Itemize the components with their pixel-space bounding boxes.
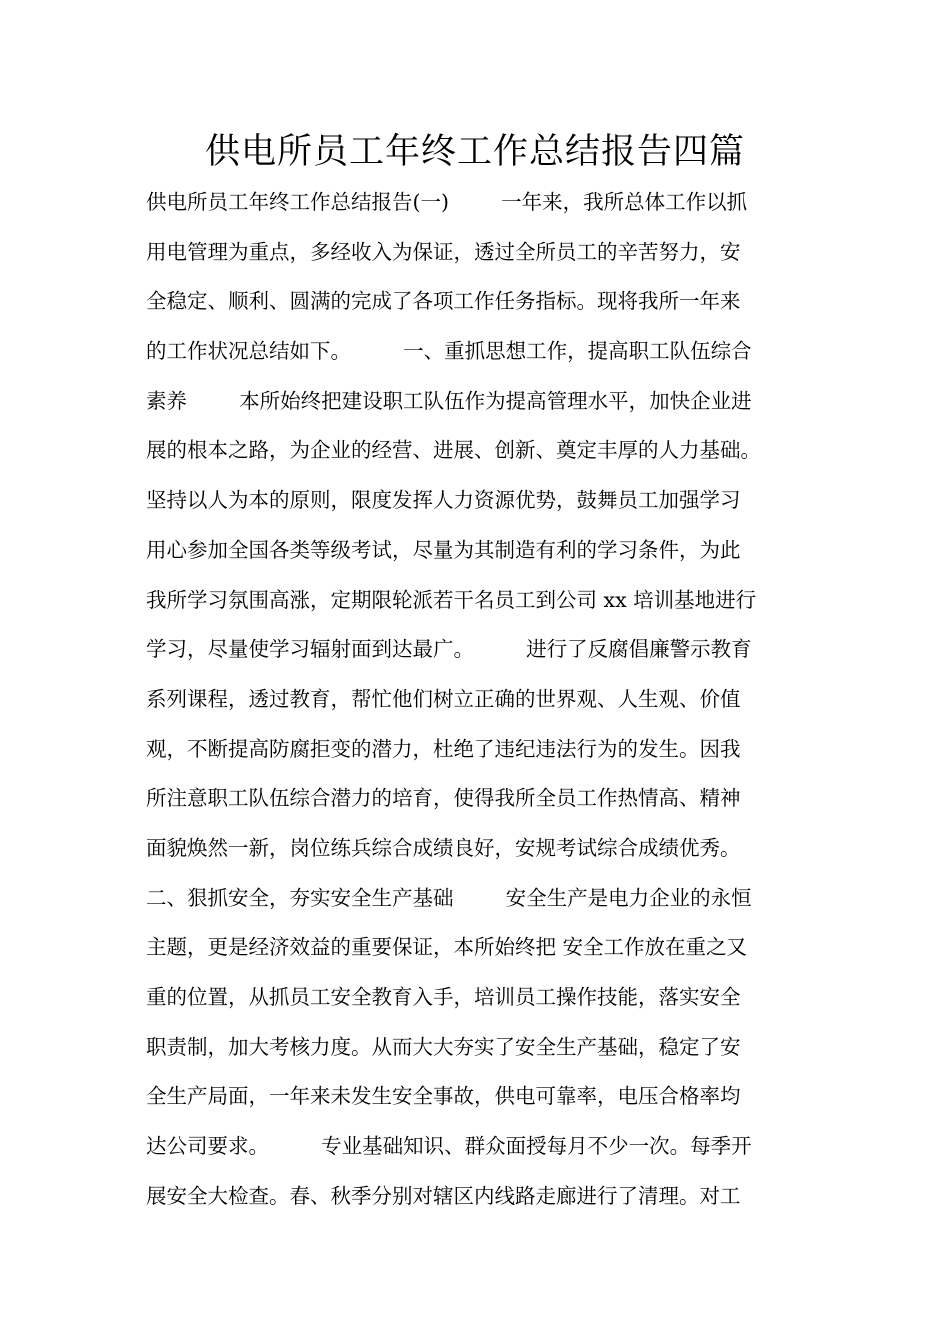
body-text-line: 的工作状况总结如下。 一、重抓思想工作，提高职工队伍综合 — [146, 339, 752, 364]
document-title: 供电所员工年终工作总结报告四篇 — [204, 132, 745, 172]
body-text-line: 观，不断提高防腐拒变的潜力，杜绝了违纪违法行为的发生。因我 — [146, 736, 741, 761]
body-text-line: 面貌焕然一新，岗位练兵综合成绩良好，安规考试综合成绩优秀。 — [146, 835, 741, 860]
body-text-line: 供电所员工年终工作总结报告(一) 一年来，我所总体工作以抓 — [146, 190, 748, 214]
body-text-line: 用电管理为重点，多经收入为保证，透过全所员工的辛苦努力，安 — [146, 239, 741, 264]
body-text-line: 职责制，加大考核力度。从而大大夯实了安全生产基础，稳定了安 — [146, 1034, 741, 1059]
body-text-line: 达公司要求。 专业基础知识、群众面授每月不少一次。每季开 — [146, 1134, 752, 1159]
body-text-line: 坚持以人为本的原则，限度发挥人力资源优势，鼓舞员工加强学习 — [146, 488, 741, 513]
body-text-line: 全生产局面，一年来未发生安全事故，供电可靠率，电压合格率均 — [146, 1084, 741, 1109]
body-text-line: 所注意职工队伍综合潜力的培育，使得我所全员工作热情高、精神 — [146, 786, 741, 811]
body-text-line: 重的位置，从抓员工安全教育入手，培训员工操作技能，落实安全 — [146, 985, 741, 1009]
body-text-line: 二、狠抓安全，夯实安全生产基础 安全生产是电力企业的永恒 — [146, 885, 752, 910]
body-text-line: 展的根本之路，为企业的经营、进展、创新、奠定丰厚的人力基础。 — [146, 438, 761, 463]
body-text-line: 素养 本所始终把建设职工队伍作为提高管理水平，加快企业进 — [146, 388, 752, 413]
body-text-line: 我所学习氛围高涨，定期限轮派若干名员工到公司 xx 培训基地进行 — [146, 587, 757, 612]
body-text-line: 全稳定、顺利、圆满的完成了各项工作任务指标。现将我所一年来 — [146, 289, 741, 314]
document-body — [146, 178, 826, 1221]
body-text-line: 展安全大检查。春、秋季分别对辖区内线路走廊进行了清理。对工 — [146, 1183, 741, 1208]
body-text-line: 主题，更是经济效益的重要保证，本所始终把 安全工作放在重之又 — [146, 935, 748, 960]
body-text-line: 用心参加全国各类等级考试，尽量为其制造有利的学习条件，为此 — [146, 537, 741, 562]
body-text-line: 学习，尽量使学习辐射面到达最广。 进行了反腐倡廉警示教育 — [146, 637, 752, 662]
body-text-line: 系列课程，透过教育，帮忙他们树立正确的世界观、人生观、价值 — [146, 686, 741, 711]
